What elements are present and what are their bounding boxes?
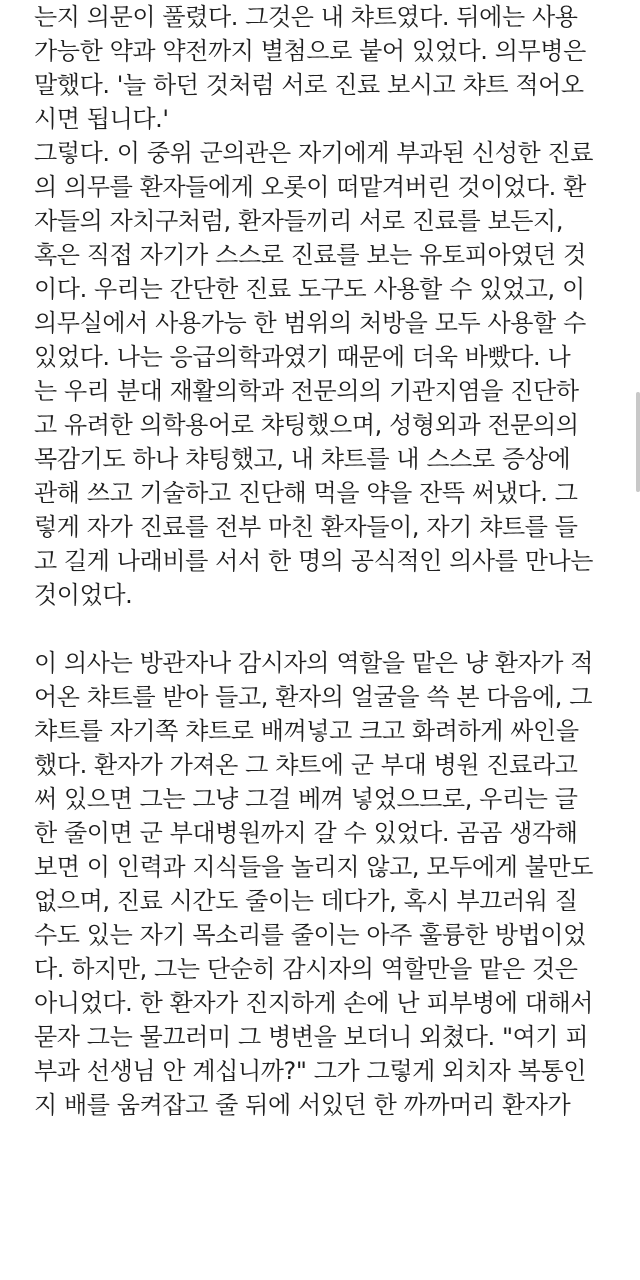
article-line: 어온 챠트를 받아 들고, 환자의 얼굴을 쓱 본 다음에, 그 xyxy=(34,683,592,711)
article-line: 의 의무를 환자들에게 오롯이 떠맡겨버린 것이었다. 환 xyxy=(34,173,586,201)
article-line: 그렇다. 이 중위 군의관은 자기에게 부과된 신성한 진료 xyxy=(34,139,594,167)
article-line: 아니었다. 한 환자가 진지하게 손에 난 피부병에 대해서 xyxy=(34,989,594,1017)
article-line: 묻자 그는 물끄러미 그 병변을 보더니 외쳤다. "여기 피 xyxy=(34,1023,589,1051)
article-line: 한 줄이면 군 부대병원까지 갈 수 있었다. 곰곰 생각해 xyxy=(34,819,578,847)
article-line: 관해 쓰고 기술하고 진단해 먹을 약을 잔뜩 써냈다. 그 xyxy=(34,479,578,507)
article-line: 고 길게 나래비를 서서 한 명의 공식적인 의사를 만나는 xyxy=(34,547,594,575)
article-line: 써 있으면 그는 그냥 그걸 베껴 넣었으므로, 우리는 글 xyxy=(34,785,578,813)
article-line: 고 유려한 의학용어로 챠팅했으며, 성형외과 전문의의 xyxy=(34,411,579,439)
article-line: 수도 있는 자기 목소리를 줄이는 아주 훌륭한 방법이었 xyxy=(34,921,586,949)
article-line: 목감기도 하나 챠팅했고, 내 챠트를 내 스스로 증상에 xyxy=(34,445,571,473)
article-line: 없으며, 진료 시간도 줄이는 데다가, 혹시 부끄러워 질 xyxy=(34,887,578,915)
article-line: 의무실에서 사용가능 한 범위의 처방을 모두 사용할 수 xyxy=(34,309,586,337)
article-line: 이다. 우리는 간단한 진료 도구도 사용할 수 있었고, 이 xyxy=(34,275,585,303)
article-line: 말했다. '늘 하던 것처럼 서로 진료 보시고 챠트 적어오 xyxy=(34,71,584,99)
article-line: 는 우리 분대 재활의학과 전문의의 기관지염을 진단하 xyxy=(34,377,579,405)
article-line: 보면 이 인력과 지식들을 놀리지 않고, 모두에게 불만도 xyxy=(34,853,594,881)
article-line: 이 의사는 방관자나 감시자의 역할을 맡은 냥 환자가 적 xyxy=(34,649,594,677)
scrollbar-thumb[interactable] xyxy=(636,392,640,492)
article-line: 자들의 자치구처럼, 환자들끼리 서로 진료를 보든지, xyxy=(34,207,564,235)
article-line: 시면 됩니다.' xyxy=(34,105,169,133)
article-line: 렇게 자가 진료를 전부 마친 환자들이, 자기 챠트를 들 xyxy=(34,513,578,541)
article-line: 지 배를 움켜잡고 줄 뒤에 서있던 한 까까머리 환자가 xyxy=(34,1091,571,1119)
article-line: 부과 선생님 안 계십니까?" 그가 그렇게 외치자 복통인 xyxy=(34,1057,587,1085)
article-line: 혹은 직접 자기가 스스로 진료를 보는 유토피아였던 것 xyxy=(34,241,586,269)
article-line: 것이었다. xyxy=(34,581,133,609)
article-line: 가능한 약과 약전까지 별첨으로 붙어 있었다. 의무병은 xyxy=(34,37,586,65)
article-line: 있었다. 나는 응급의학과였기 때문에 더욱 바빴다. 나 xyxy=(34,343,571,371)
article-line: 챠트를 자기쪽 챠트로 배껴넣고 크고 화려하게 싸인을 xyxy=(34,717,579,745)
article-line: 는지 의문이 풀렸다. 그것은 내 챠트였다. 뒤에는 사용 xyxy=(34,3,578,31)
article-line: 다. 하지만, 그는 단순히 감시자의 역할만을 맡은 것은 xyxy=(34,955,578,983)
article-line: 했다. 환자가 가져온 그 챠트에 군 부대 병원 진료라고 xyxy=(34,751,578,779)
